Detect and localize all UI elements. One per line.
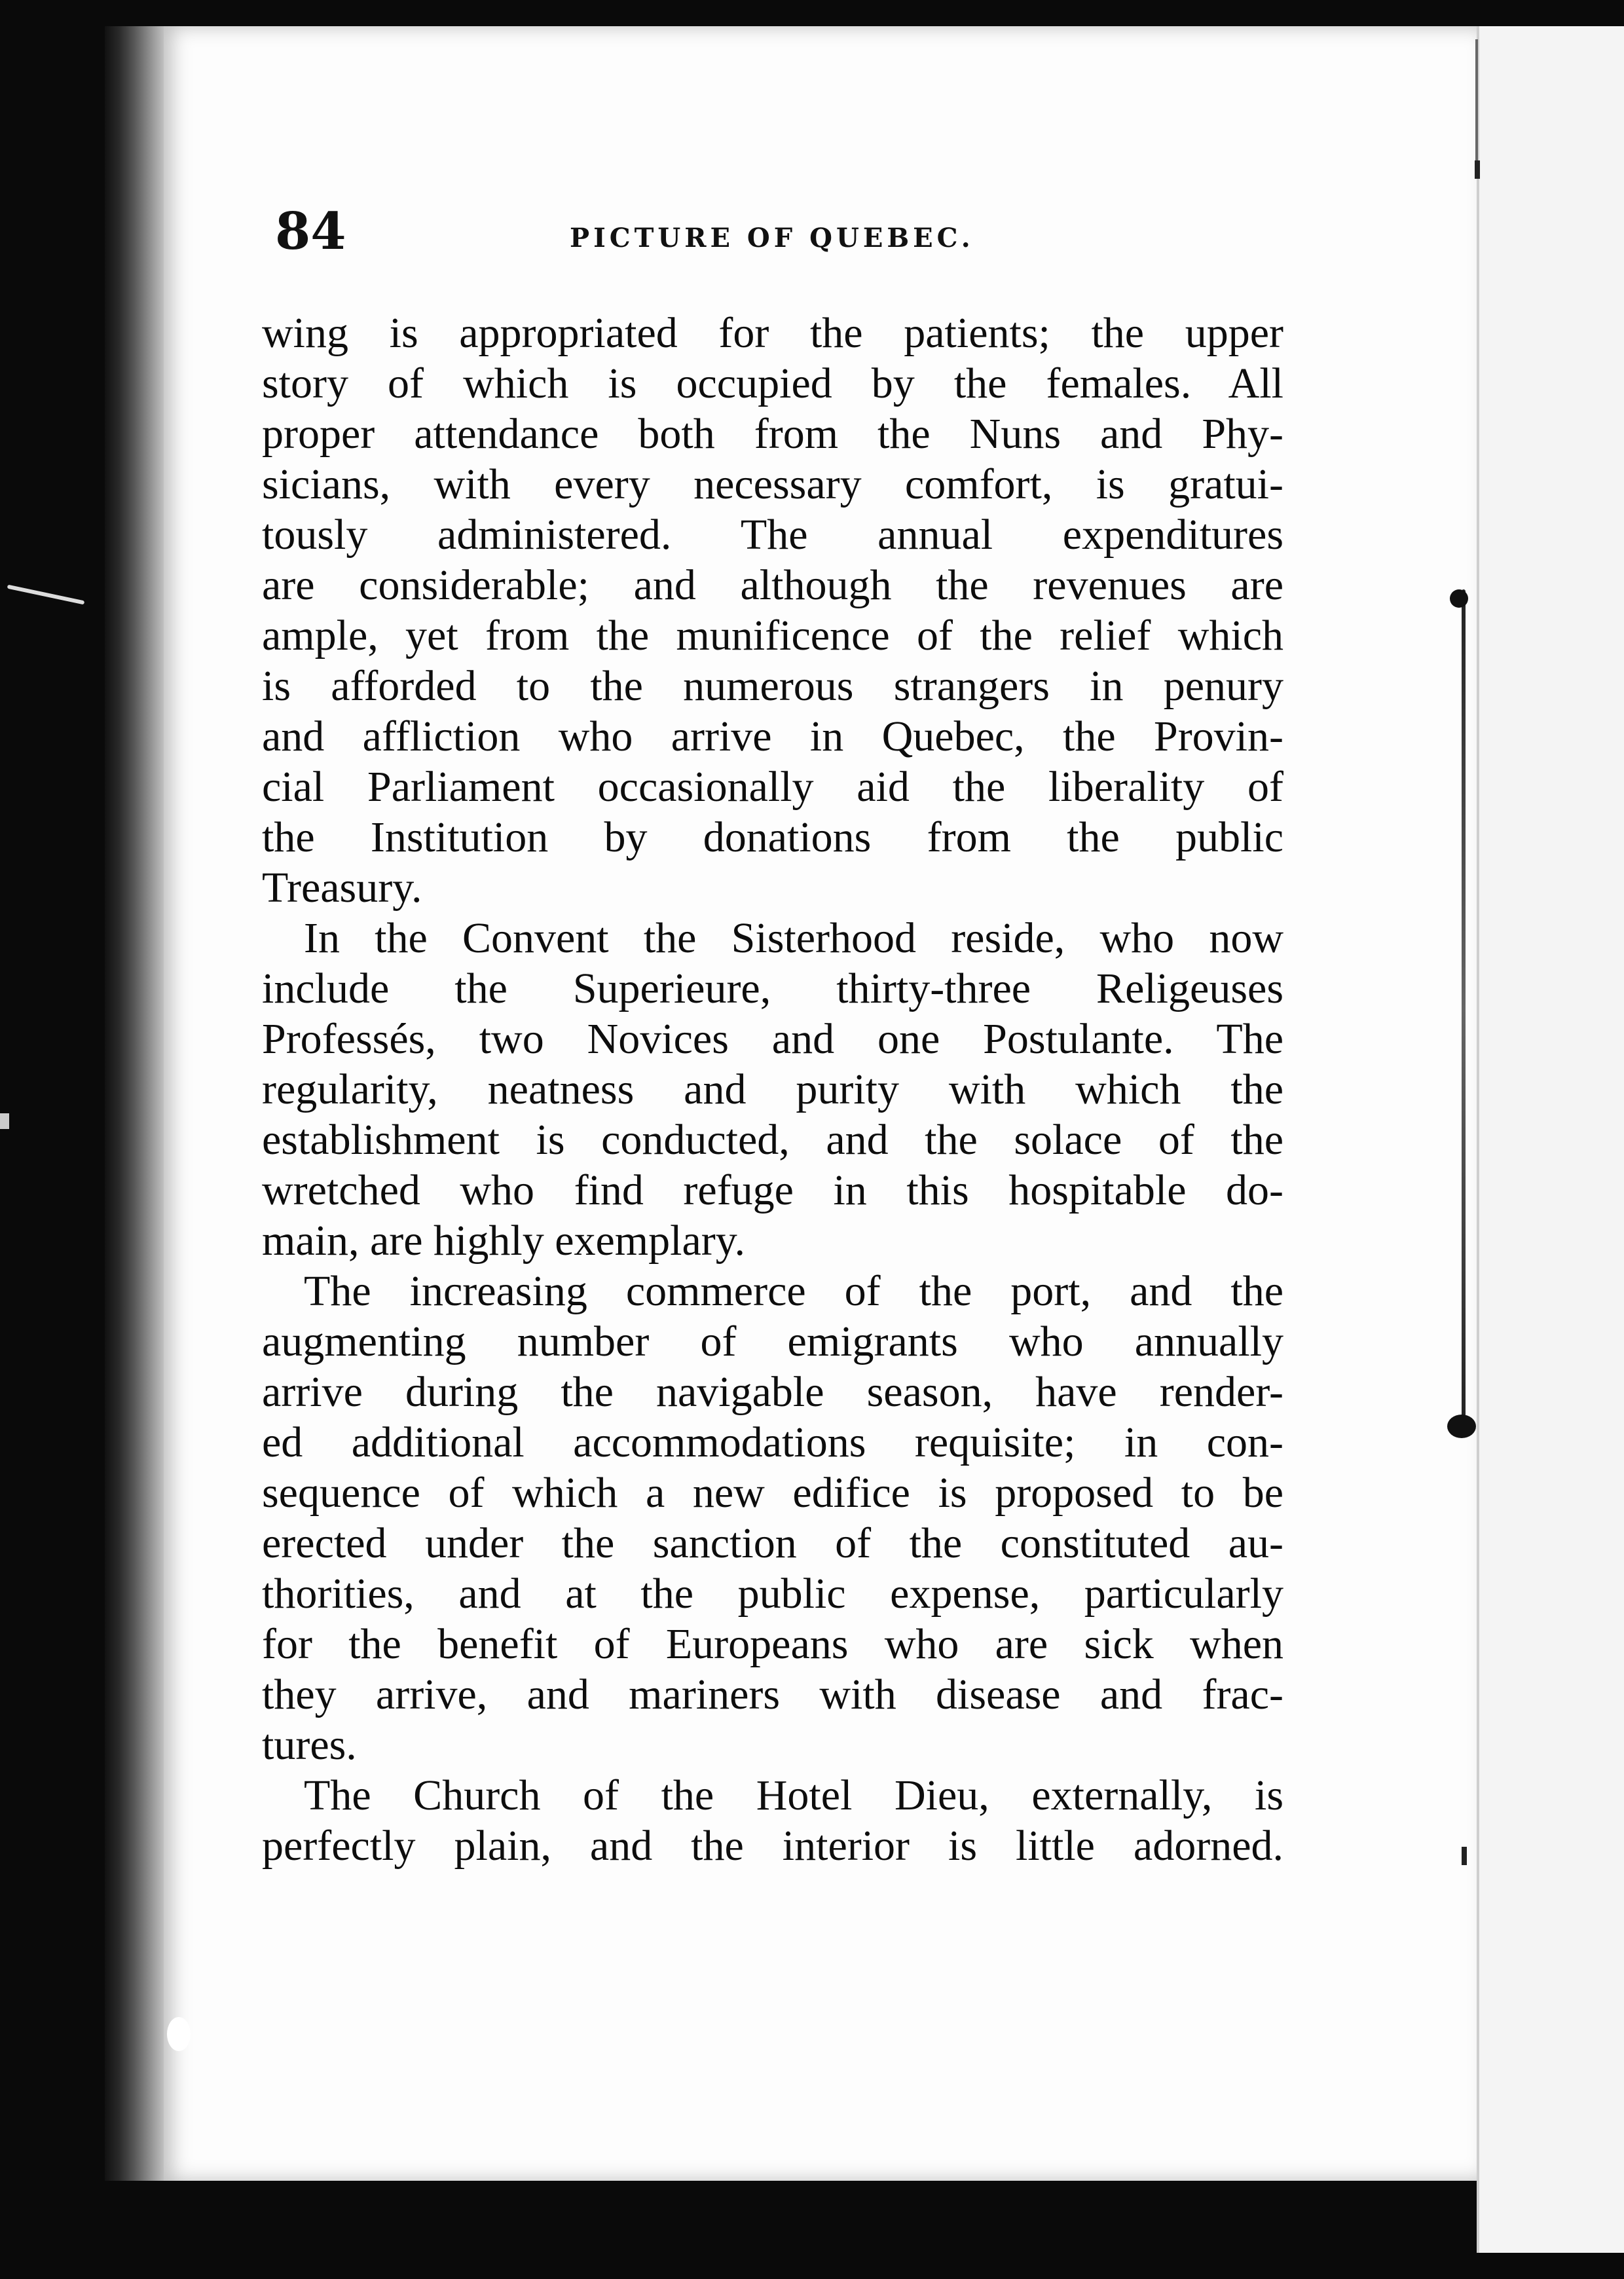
text-line: Professés, two Novices and one Postulante. The [262, 1015, 1283, 1063]
binding-knot [1450, 589, 1468, 608]
margin-blemish [0, 1113, 9, 1129]
margin-blemish [7, 585, 85, 605]
facing-page-edge [1477, 26, 1624, 2253]
text-line: erected under the sanction of the constituted au- [262, 1519, 1283, 1567]
page-number: 84 [275, 202, 346, 261]
paragraph [262, 1770, 1283, 1871]
text-line: perfectly plain, and the interior is little adorned. [262, 1822, 1283, 1870]
text-line: story of which is occupied by the females. All [262, 360, 1283, 407]
margin-blemish [167, 2017, 191, 2051]
text-line: In the Convent the Sisterhood reside, who now [304, 914, 1283, 962]
binding-thread-mark [1475, 39, 1478, 170]
text-line: Treasury. [262, 864, 422, 912]
text-line: ed additional accommodations requisite; in con- [262, 1418, 1283, 1466]
text-line: the Institution by donations from the public [262, 813, 1283, 861]
text-line: proper attendance both from the Nuns and Phy- [262, 410, 1283, 458]
text-line: is afforded to the numerous strangers in penury [262, 662, 1283, 710]
text-line: augmenting number of emigrants who annually [262, 1318, 1283, 1365]
paragraph [262, 1266, 1283, 1770]
binding-thread-mark [1475, 160, 1480, 179]
text-line: establishment is conducted, and the solace of the [262, 1116, 1283, 1164]
text-line: main, are highly exemplary. [262, 1217, 745, 1265]
binding-stitch [1462, 589, 1466, 1428]
text-line: thorities, and at the public expense, particularly [262, 1570, 1283, 1618]
text-line: arrive during the navigable season, have render- [262, 1368, 1283, 1416]
text-line: cial Parliament occasionally aid the liberality of [262, 763, 1283, 811]
text-line: for the benefit of Europeans who are sick when [262, 1620, 1283, 1668]
text-line: and affliction who arrive in Quebec, the Provin- [262, 713, 1283, 760]
text-line: regularity, neatness and purity with which the [262, 1065, 1283, 1113]
text-line: The increasing commerce of the port, and the [304, 1267, 1283, 1315]
text-line: wing is appropriated for the patients; the upper [262, 309, 1283, 357]
body-text [262, 308, 1283, 1871]
text-line: sequence of which a new edifice is proposed to be [262, 1469, 1283, 1517]
text-line: include the Superieure, thirty-three Religeuses [262, 965, 1283, 1012]
text-line: tures. [262, 1721, 357, 1769]
text-line: they arrive, and mariners with disease and frac- [262, 1671, 1283, 1718]
running-head: PICTURE OF QUEBEC. [570, 223, 974, 253]
paragraph [262, 308, 1283, 913]
text-line: tously administered. The annual expenditures [262, 511, 1283, 559]
text-line: ample, yet from the munificence of the relief which [262, 612, 1283, 659]
binding-thread-mark [1462, 1847, 1467, 1865]
text-line: wretched who find refuge in this hospitable do- [262, 1166, 1283, 1214]
text-line: The Church of the Hotel Dieu, externally, is [304, 1771, 1283, 1819]
text-line: are considerable; and although the revenues are [262, 561, 1283, 609]
text-line: sicians, with every necessary comfort, is gratui- [262, 460, 1283, 508]
binding-knot [1447, 1415, 1476, 1438]
paragraph [262, 913, 1283, 1266]
